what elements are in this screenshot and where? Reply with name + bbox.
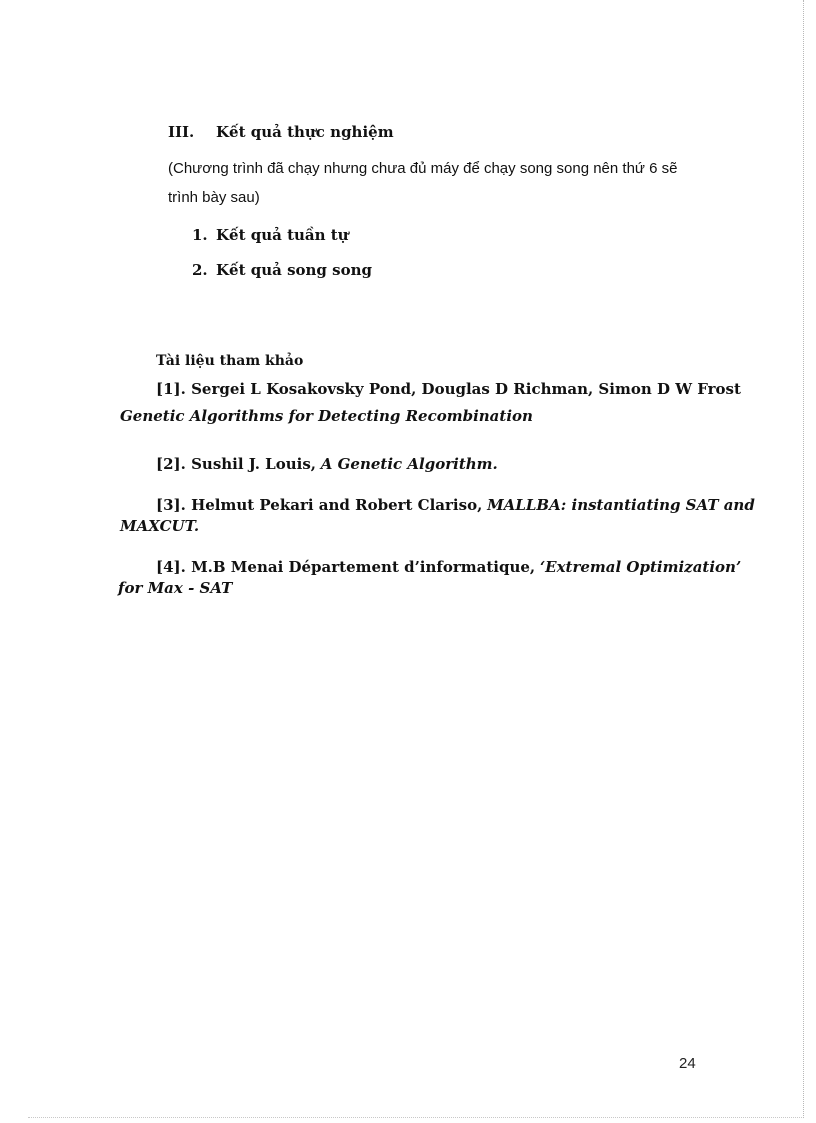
reference-4-authors: [4]. M.B Menai Département d’informatique, [156,558,536,576]
list-item-number: 1. [192,226,208,244]
reference-3-title-line-1: MALLBA: instantiating SAT and [487,496,755,514]
references-heading: Tài liệu tham khảo [156,353,304,369]
section-title: Kết quả thực nghiệm [216,123,394,141]
reference-2-authors: [2]. Sushil J. Louis, [156,455,316,473]
reference-3-title-line-2: MAXCUT. [120,517,200,535]
reference-4-title-line-1: ‘Extremal Optimization’ [539,558,742,576]
reference-4-title-line-2: for Max - SAT [118,579,233,597]
reference-3 [156,496,755,514]
section-note-line-2: trình bày sau) [168,189,260,206]
list-item-label: Kết quả song song [216,261,372,279]
list-item [192,261,372,279]
list-item-number: 2. [192,261,208,279]
reference-1-title: Genetic Algorithms for Detecting Recombination [120,407,533,425]
page-number: 24 [679,1055,696,1072]
reference-2 [156,455,498,473]
reference-1-authors: [1]. Sergei L Kosakovsky Pond, Douglas D Richman, Simon D W Frost [156,380,741,398]
page-bottom-border [28,1117,802,1118]
section-number: III. [168,123,195,141]
reference-3-authors: [3]. Helmut Pekari and Robert Clariso, [156,496,483,514]
list-item [192,226,349,244]
list-item-label: Kết quả tuần tự [216,226,349,244]
reference-4 [156,558,741,576]
section-note-line-1: (Chương trình đã chạy nhưng chưa đủ máy để chạy song song nên thứ 6 sẽ [168,160,678,177]
reference-2-title: A Genetic Algorithm. [320,455,498,473]
page-right-border [803,0,804,1118]
section-heading [168,123,394,141]
